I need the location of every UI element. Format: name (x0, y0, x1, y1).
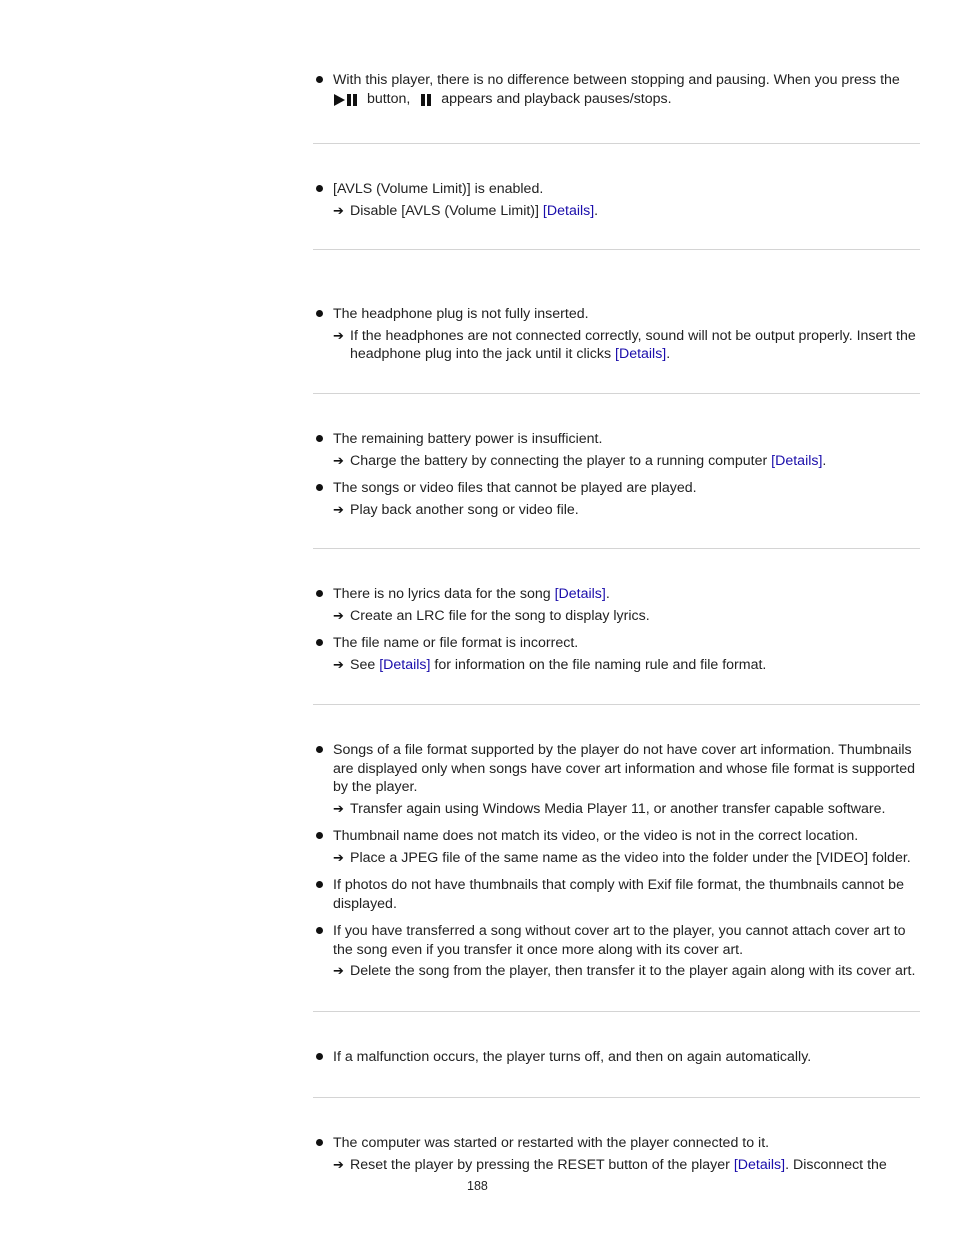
bullet-icon (316, 746, 323, 753)
bullet-icon (316, 1053, 323, 1060)
bullet-icon (316, 484, 323, 491)
divider (313, 1011, 920, 1012)
arrow-right-icon: ➔ (333, 202, 344, 218)
play-pause-icon (334, 93, 359, 112)
page-number: 188 (467, 1179, 488, 1193)
solution-item: ➔ Create an LRC file for the song to display lyrics. (333, 607, 650, 624)
divider (313, 143, 920, 144)
list-item: The headphone plug is not fully inserted. ➔ If the headphones are not connected correctly, sound will not be output properly. Insert the headphone plug into the jack until it clicks [Details]. (314, 305, 920, 364)
solution-item: ➔ Disable [AVLS (Volume Limit)] [Details]. (333, 202, 599, 219)
bullet-icon (316, 1139, 323, 1146)
list-item: If photos do not have thumbnails that comply with Exif file format, the thumbnails cannot be displayed. (314, 876, 920, 913)
list-item: [AVLS (Volume Limit)] is enabled. ➔ Disable [AVLS (Volume Limit)] [Details]. (314, 180, 920, 220)
arrow-right-icon: ➔ (333, 327, 344, 343)
solution-item: ➔ Delete the song from the player, then transfer it to the player again along with its cover art. (333, 963, 916, 979)
list-item: Songs of a file format supported by the player do not have cover art information. Thumbnails are displayed only when songs have cover art information and whose file format is supported by the player. ➔ Transfer again using Windows Media Player 11, or another transfer capable software. (314, 741, 920, 818)
solution-item: ➔ Reset the player by pressing the RESET button of the player [Details]. Disconnect the (333, 1156, 887, 1173)
solution-item: ➔ See [Details] for information on the file naming rule and file format. (333, 656, 767, 673)
list-item: With this player, there is no difference between stopping and pausing. When you press the button, appears and playback pauses/stops. (314, 71, 920, 111)
list-item: There is no lyrics data for the song [Details]. ➔ Create an LRC file for the song to display lyrics. (314, 585, 920, 625)
list-item: The songs or video files that cannot be played are played. ➔ Play back another song or video file. (314, 479, 920, 519)
section-battery (314, 430, 920, 519)
divider (313, 393, 920, 394)
bullet-icon (316, 881, 323, 888)
bullet-icon (316, 590, 323, 597)
divider (313, 249, 920, 250)
section-thumbnails (314, 741, 920, 981)
bullet-icon (316, 435, 323, 442)
solution-item: ➔ Transfer again using Windows Media Player 11, or another transfer capable software. (333, 800, 886, 817)
pause-icon (420, 93, 433, 112)
list-item: If a malfunction occurs, the player turns off, and then on again automatically. (314, 1048, 920, 1067)
section-stop-pause (314, 71, 920, 111)
list-item: The file name or file format is incorrect. ➔ See [Details] for information on the file naming rule and file format. (314, 634, 920, 674)
arrow-right-icon: ➔ (333, 656, 344, 672)
section-avls (314, 180, 920, 220)
details-link[interactable]: [Details] (554, 586, 606, 602)
details-link[interactable]: [Details] (542, 202, 595, 219)
arrow-right-icon: ➔ (333, 607, 344, 623)
arrow-right-icon: ➔ (333, 849, 344, 865)
details-link[interactable]: [Details] (615, 346, 667, 362)
solution-item: ➔ Place a JPEG file of the same name as the video into the folder under the [VIDEO] folder. (333, 849, 911, 866)
divider (313, 548, 920, 549)
bullet-icon (316, 832, 323, 839)
list-item: The remaining battery power is insufficient. ➔ Charge the battery by connecting the player to a running computer [Details]. (314, 430, 920, 470)
section-lyrics (314, 585, 920, 674)
solution-item: ➔ If the headphones are not connected correctly, sound will not be output properly. Insert the headphone plug into the jack until it clicks [Details]. (333, 327, 916, 362)
solution-item: ➔ Play back another song or video file. (333, 501, 579, 518)
arrow-right-icon: ➔ (333, 963, 344, 978)
section-malfunction (314, 1048, 920, 1067)
bullet-icon (316, 927, 323, 934)
list-item: Thumbnail name does not match its video, or the video is not in the correct location. ➔ Place a JPEG file of the same name as the video into the folder under the [VIDEO] folder. (314, 827, 920, 867)
details-link[interactable]: [Details] (771, 452, 823, 469)
bullet-icon (316, 639, 323, 646)
arrow-right-icon: ➔ (333, 452, 344, 468)
divider (313, 704, 920, 705)
arrow-right-icon: ➔ (333, 501, 344, 517)
section-computer-restart (314, 1134, 920, 1174)
details-link[interactable]: [Details] (733, 1156, 786, 1173)
bullet-icon (316, 185, 323, 192)
list-item: If you have transferred a song without cover art to the player, you cannot attach cover art to the song even if you transfer it once more along with its cover art. ➔ Delete the song from the player, then transfer it to the player again along with its cover art. (314, 922, 920, 981)
details-link[interactable]: [Details] (379, 656, 431, 673)
bullet-icon (316, 310, 323, 317)
arrow-right-icon: ➔ (333, 1156, 344, 1172)
list-item: The computer was started or restarted with the player connected to it. ➔ Reset the player by pressing the RESET button of the player [Details]. Disconnect the (314, 1134, 920, 1174)
arrow-right-icon: ➔ (333, 800, 344, 816)
divider (313, 1097, 920, 1098)
section-headphone (314, 305, 920, 364)
bullet-icon (316, 76, 323, 83)
solution-item: ➔ Charge the battery by connecting the player to a running computer [Details]. (333, 452, 827, 469)
